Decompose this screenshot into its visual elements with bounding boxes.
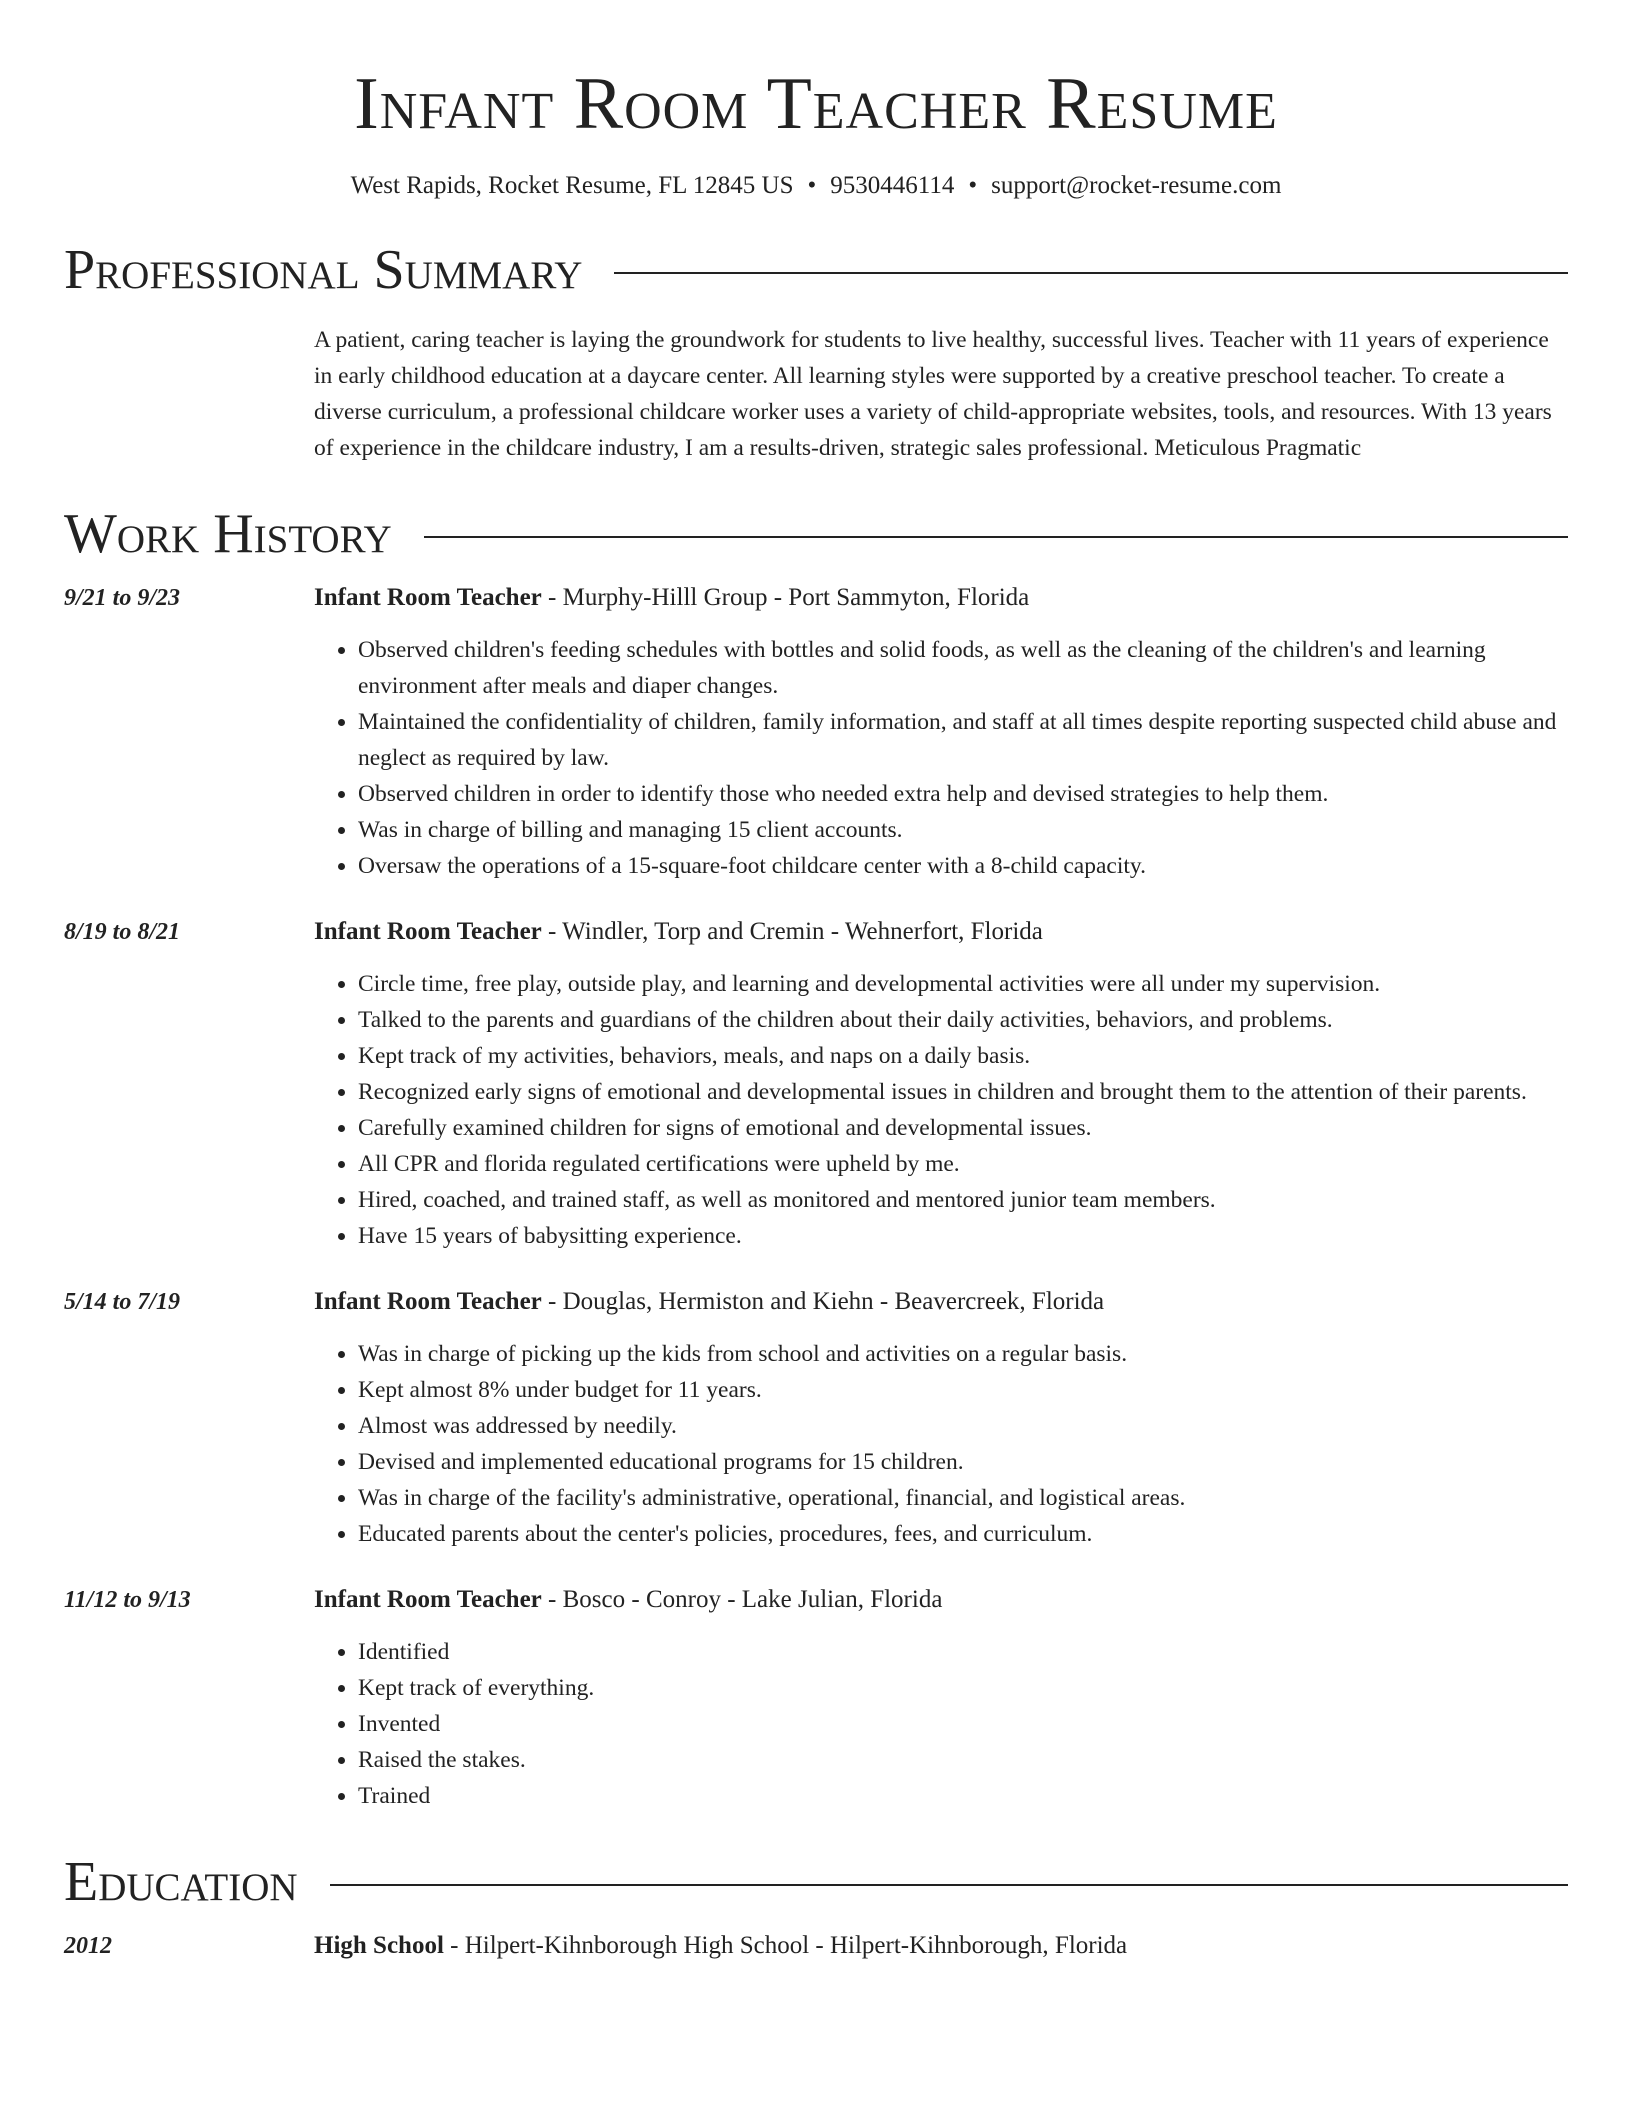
job-title: Infant Room Teacher — [314, 1288, 542, 1315]
job-bullet-list — [314, 632, 1568, 884]
job-bullet: • Maintained the confidentiality of children, family information, and staff at all times despite reporting suspected child abuse and neglect as required by law. — [358, 704, 1568, 776]
section-divider — [330, 1884, 1568, 1886]
education-heading — [314, 1928, 1127, 1964]
job-bullet: • Observed children's feeding schedules with bottles and solid foods, as well as the cleaning of the children's and learning environment after meals and diaper changes. — [358, 632, 1568, 704]
job-employer-location: - Windler, Torp and Cremin - Wehnerfort, Florida — [541, 918, 1043, 945]
job-bullet: • Educated parents about the center's policies, procedures, fees, and curriculum. — [358, 1516, 1568, 1552]
job-date: 11/12 to 9/13 — [64, 1587, 191, 1613]
job-bullet: • Hired, coached, and trained staff, as well as monitored and mentored junior team members. — [358, 1182, 1568, 1218]
job-bullet: • Trained — [358, 1778, 1568, 1814]
job-bullet: • Almost was addressed by needily. — [358, 1408, 1568, 1444]
contact-phone: 9530446114 — [830, 172, 955, 199]
job-entry — [64, 1582, 1568, 1814]
job-bullet: • Carefully examined children for signs of emotional and developmental issues. — [358, 1110, 1568, 1146]
job-bullet: • Invented — [358, 1706, 1568, 1742]
job-bullet: • Raised the stakes. — [358, 1742, 1568, 1778]
job-title: Infant Room Teacher — [314, 1586, 542, 1613]
section-title-work-history: Work History — [64, 503, 392, 565]
contact-email[interactable]: support@rocket-resume.com — [991, 172, 1282, 199]
resume-title: Infant Room Teacher Resume — [354, 63, 1278, 145]
job-date: 5/14 to 7/19 — [64, 1289, 181, 1315]
job-entry — [64, 1284, 1568, 1552]
job-bullet: • Kept track of my activities, behaviors, meals, and naps on a daily basis. — [358, 1038, 1568, 1074]
education-date: 2012 — [64, 1933, 112, 1959]
job-bullet-list — [314, 1336, 1568, 1552]
job-date: 8/19 to 8/21 — [64, 919, 181, 945]
contact-address: West Rapids, Rocket Resume, FL 12845 US — [350, 172, 794, 199]
section-title-summary: Professional Summary — [64, 239, 583, 301]
job-employer-location: - Douglas, Hermiston and Kiehn - Beavercreek, Florida — [541, 1288, 1105, 1315]
job-bullet: • Kept track of everything. — [358, 1670, 1568, 1706]
job-heading — [314, 580, 1568, 616]
job-bullet-list — [314, 1634, 1568, 1814]
job-bullet: • Have 15 years of babysitting experience. — [358, 1218, 1568, 1254]
section-heading-summary — [64, 238, 1568, 302]
job-employer-location: - Murphy-Hilll Group - Port Sammyton, Florida — [541, 584, 1030, 611]
job-entry — [64, 580, 1568, 884]
job-title: Infant Room Teacher — [314, 918, 542, 945]
contact-separator: • — [968, 172, 978, 199]
education-degree: High School — [314, 1932, 444, 1959]
job-bullet: • Devised and implemented educational programs for 15 children. — [358, 1444, 1568, 1480]
education-school-location: - Hilpert-Kihnborough High School - Hilpert-Kihnborough, Florida — [443, 1932, 1128, 1959]
job-entry — [64, 914, 1568, 1254]
job-bullet: • Observed children in order to identify those who needed extra help and devised strategies to help them. — [358, 776, 1568, 812]
job-bullet: • Circle time, free play, outside play, and learning and developmental activities were all under my supervision. — [358, 966, 1568, 1002]
job-bullet: • Recognized early signs of emotional and developmental issues in children and brought them to the attention of their parents. — [358, 1074, 1568, 1110]
summary-paragraph: A patient, caring teacher is laying the groundwork for students to live healthy, successful lives. Teacher with 11 years of experience in early childhood education at a daycare center. All learning styles were supported by a creative preschool teacher. To create a diverse curriculum, a professional childcare worker uses a variety of child-appropriate websites, tools, and resources. With 13 years of experience in the childcare industry, I am a results-driven, strategic sales professional. Meticulous Pragmatic — [314, 327, 1552, 461]
job-bullet: • Kept almost 8% under budget for 11 years. — [358, 1372, 1568, 1408]
job-bullet: • Identified — [358, 1634, 1568, 1670]
section-title-education: Education — [64, 1851, 298, 1913]
section-divider — [424, 536, 1568, 538]
job-title: Infant Room Teacher — [314, 584, 542, 611]
job-employer-location: - Bosco - Conroy - Lake Julian, Florida — [541, 1586, 943, 1613]
job-bullet: • Was in charge of billing and managing 15 client accounts. — [358, 812, 1568, 848]
job-bullet: • Was in charge of the facility's administrative, operational, financial, and logistical areas. — [358, 1480, 1568, 1516]
section-heading-work-history — [64, 502, 1568, 566]
education-list — [64, 1928, 1568, 1964]
section-heading-education — [64, 1850, 1568, 1914]
contact-line — [64, 170, 1568, 202]
job-body — [314, 580, 1568, 884]
job-bullet: • Talked to the parents and guardians of the children about their daily activities, behaviors, and problems. — [358, 1002, 1568, 1038]
job-body — [314, 1284, 1568, 1552]
work-history-list — [64, 580, 1568, 1814]
job-bullet: • Was in charge of picking up the kids from school and activities on a regular basis. — [358, 1336, 1568, 1372]
contact-separator: • — [807, 172, 817, 199]
section-divider — [614, 272, 1568, 274]
education-entry — [64, 1928, 1568, 1964]
job-heading — [314, 1284, 1568, 1320]
job-bullet-list — [314, 966, 1568, 1254]
job-date: 9/21 to 9/23 — [64, 585, 181, 611]
job-bullet: • Oversaw the operations of a 15-square-foot childcare center with a 8-child capacity. — [358, 848, 1568, 884]
job-heading — [314, 1582, 1568, 1618]
job-body — [314, 914, 1568, 1254]
job-heading — [314, 914, 1568, 950]
job-bullet: • All CPR and florida regulated certifications were upheld by me. — [358, 1146, 1568, 1182]
job-body — [314, 1582, 1568, 1814]
